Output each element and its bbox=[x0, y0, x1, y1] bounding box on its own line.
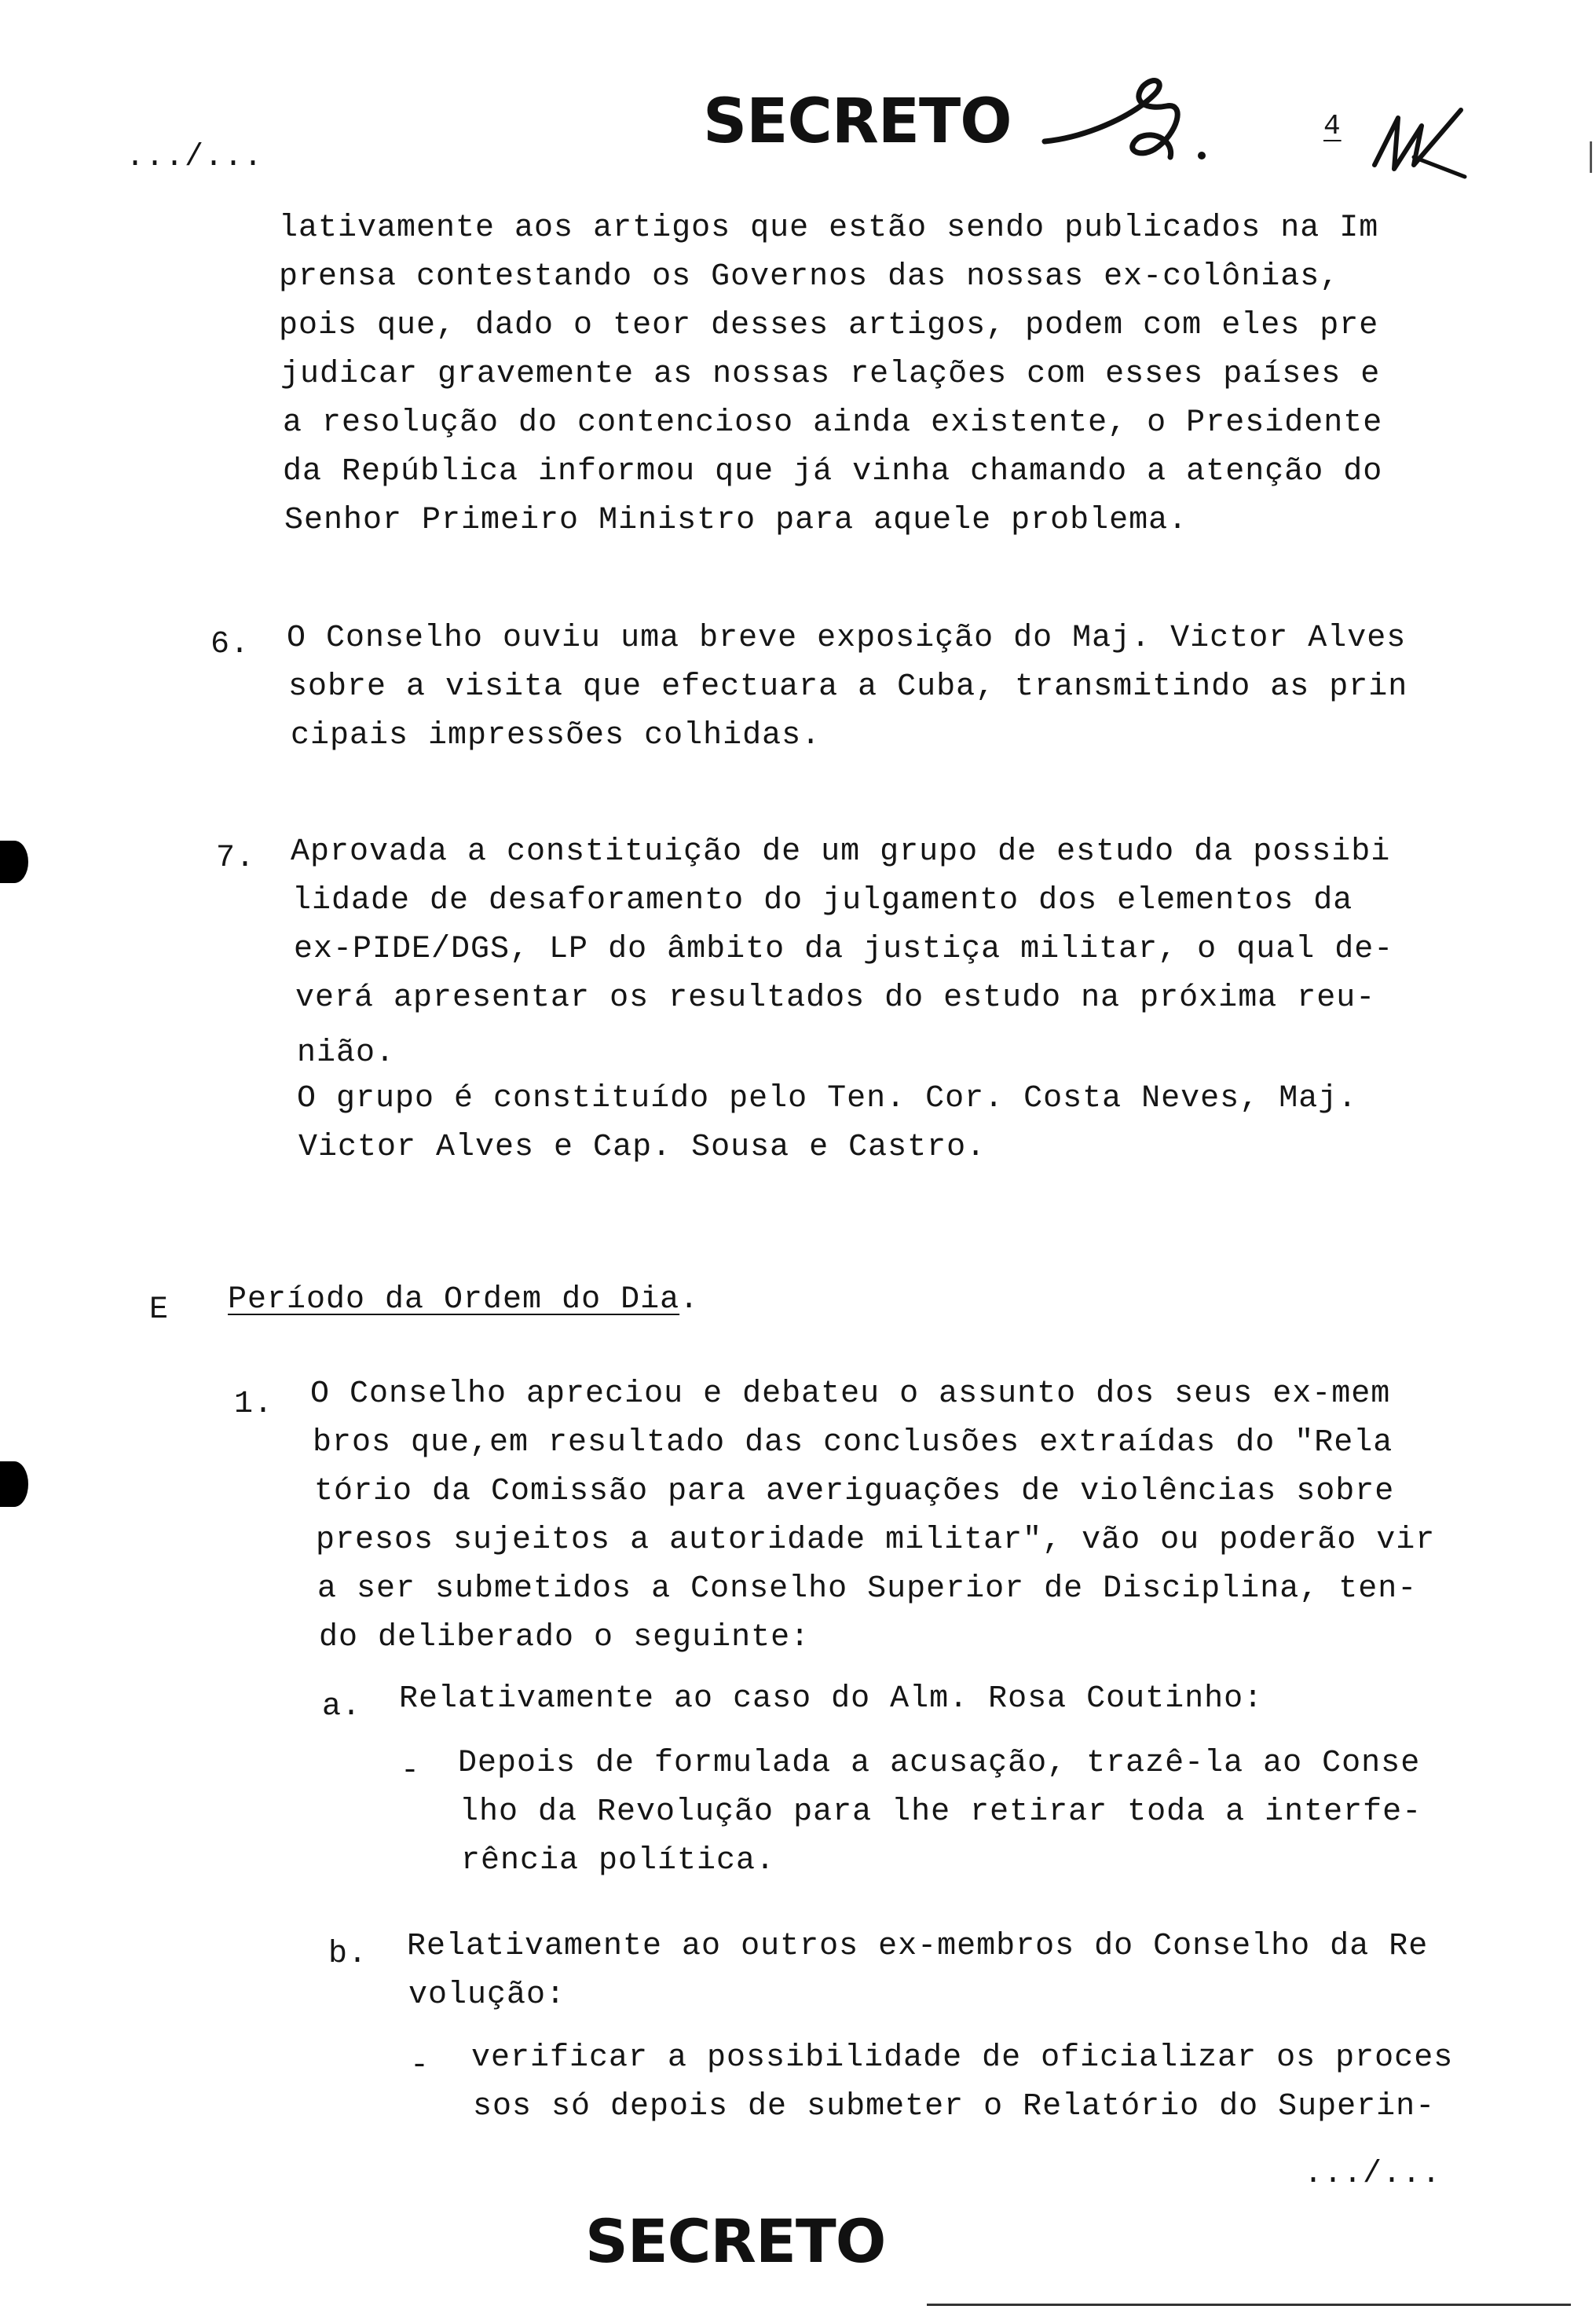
text-line: lativamente aos artigos que estão sendo publicados na Im bbox=[279, 211, 1379, 246]
text-line: lidade de desaforamento do julgamento dos elementos da bbox=[292, 883, 1353, 918]
page-number-value: 4 bbox=[1323, 110, 1342, 142]
text-line: da República informou que já vinha chamando a atenção do bbox=[283, 454, 1383, 489]
classification-stamp-bottom: SECRETO bbox=[585, 2206, 886, 2276]
text-line: nião. bbox=[297, 1036, 396, 1071]
text-line: prensa contestando os Governos das nossas ex-colônias, bbox=[279, 259, 1340, 295]
section-title-wrap bbox=[228, 1282, 699, 1318]
text-line: bros que,em resultado das conclusões extraídas do "Rela bbox=[313, 1425, 1393, 1461]
text-line: do deliberado o seguinte: bbox=[319, 1620, 811, 1655]
text-line: rência política. bbox=[461, 1843, 776, 1879]
text-line: O grupo é constituído pelo Ten. Cor. Costa Neves, Maj. bbox=[297, 1081, 1358, 1116]
sub-item-heading: Relativamente ao caso do Alm. Rosa Coutinho: bbox=[399, 1681, 1264, 1717]
scan-edge-line bbox=[927, 2304, 1571, 2306]
continuation-marker-bottom: .../... bbox=[1304, 2157, 1442, 2192]
text-line: a ser submetidos a Conselho Superior de Disciplina, ten- bbox=[317, 1571, 1418, 1607]
scan-edge-mark bbox=[1590, 141, 1592, 173]
item-number: 1. bbox=[234, 1387, 274, 1422]
text-line: Depois de formulada a acusação, trazê-la ao Conse bbox=[458, 1746, 1421, 1781]
text-line: Senhor Primeiro Ministro para aquele problema. bbox=[284, 503, 1188, 538]
classification-stamp-top: SECRETO bbox=[703, 86, 1012, 157]
page-number bbox=[1323, 110, 1342, 142]
hole-punch-mark bbox=[0, 841, 28, 883]
section-title-period: . bbox=[679, 1282, 700, 1318]
text-line: verificar a possibilidade de oficializar os proces bbox=[471, 2040, 1454, 2076]
text-line: cipais impressões colhidas. bbox=[291, 718, 822, 753]
text-line: Victor Alves e Cap. Sousa e Castro. bbox=[298, 1130, 987, 1165]
text-line: O Conselho ouviu uma breve exposição do Maj. Victor Alves bbox=[287, 621, 1407, 656]
text-line: O Conselho apreciou e debateu o assunto dos seus ex-mem bbox=[310, 1376, 1391, 1412]
section-letter: E bbox=[149, 1292, 170, 1328]
text-line: lho da Revolução para lhe retirar toda a interfe- bbox=[459, 1794, 1422, 1830]
handwritten-page-mark bbox=[1367, 102, 1469, 181]
hole-punch-mark bbox=[0, 1461, 28, 1507]
text-line: a resolução do contencioso ainda existente, o Presidente bbox=[283, 405, 1383, 441]
sub-item-heading: Relativamente ao outros ex-membros do Conselho da Re bbox=[407, 1929, 1429, 1964]
sub-item-letter: b. bbox=[328, 1937, 368, 1972]
handwritten-initials bbox=[1037, 63, 1272, 173]
item-number: 7. bbox=[216, 841, 256, 876]
text-line: pois que, dado o teor desses artigos, podem com eles pre bbox=[279, 308, 1379, 343]
sub-item-letter: a. bbox=[322, 1689, 362, 1725]
dash-bullet: - bbox=[401, 1754, 421, 1789]
item-number: 6. bbox=[210, 627, 251, 662]
text-line: judicar gravemente as nossas relações com esses países e bbox=[280, 357, 1381, 392]
text-line: sobre a visita que efectuara a Cuba, transmitindo as prin bbox=[288, 669, 1408, 705]
text-line: presos sujeitos a autoridade militar", vão ou poderão vir bbox=[316, 1523, 1436, 1558]
dash-bullet: - bbox=[410, 2048, 430, 2084]
text-line: sos só depois de submeter o Relatório do Superin- bbox=[473, 2089, 1436, 2124]
text-line: ex-PIDE/DGS, LP do âmbito da justiça militar, o qual de- bbox=[294, 932, 1394, 967]
text-line: verá apresentar os resultados do estudo na próxima reu- bbox=[295, 981, 1376, 1016]
continuation-marker-top: .../... bbox=[126, 140, 264, 175]
text-line: Aprovada a constituição de um grupo de estudo da possibi bbox=[291, 834, 1391, 870]
text-line: tório da Comissão para averiguações de violências sobre bbox=[314, 1474, 1395, 1509]
section-title: Período da Ordem do Dia bbox=[228, 1282, 680, 1318]
sub-item-heading: volução: bbox=[408, 1978, 566, 2013]
